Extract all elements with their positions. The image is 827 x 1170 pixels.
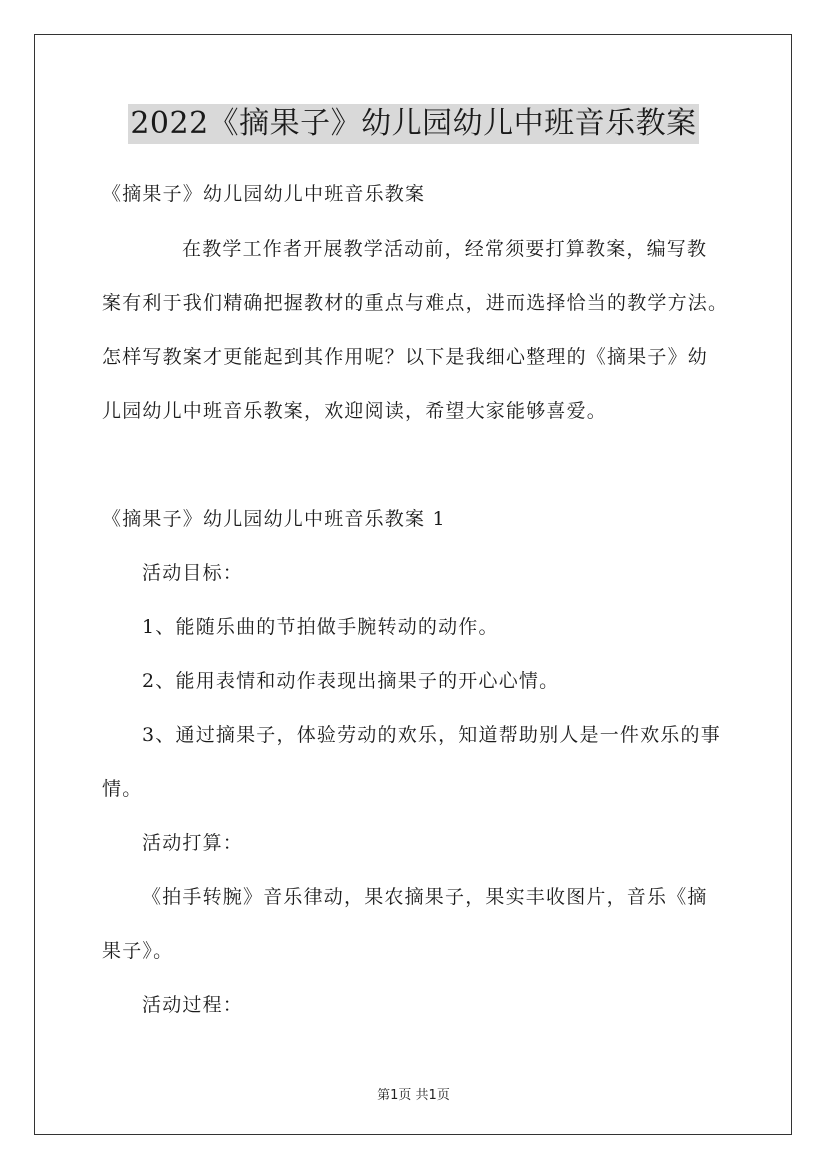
intro-line-3: 怎样写教案才更能起到其作用呢？以下是我细心整理的《摘果子》幼 [102,346,709,368]
prep-label: 活动打算： [142,832,244,854]
goal-item-3-line-2: 情。 [102,778,143,800]
page-number: 第1页 共1页 [377,1088,450,1103]
prep-line-2: 果子》。 [102,940,174,962]
goal-item-3-line-1: 3、通过摘果子，体验劳动的欢乐，知道帮助别人是一件欢乐的事 [142,724,721,746]
process-label: 活动过程： [142,994,244,1016]
goal-item-1: 1、能随乐曲的节拍做手腕转动的动作。 [142,616,499,638]
intro-line-1: 在教学工作者开展教学活动前，经常须要打算教案，编写教 [182,238,708,260]
goals-label: 活动目标： [142,562,244,584]
document-title-text: 2022《摘果子》幼儿园幼儿中班音乐教案 [128,104,698,144]
document-title [0,103,827,144]
goal-item-2: 2、能用表情和动作表现出摘果子的开心心情。 [142,670,560,692]
prep-line-1: 《拍手转腕》音乐律动，果农摘果子，果实丰收图片，音乐《摘 [142,886,708,908]
intro-line-4: 儿园幼儿中班音乐教案，欢迎阅读，希望大家能够喜爱。 [102,400,608,422]
section-heading: 《摘果子》幼儿园幼儿中班音乐教案 1 [102,508,446,530]
intro-line-2: 案有利于我们精确把握教材的重点与难点，进而选择恰当的教学方法。 [102,292,729,314]
subtitle: 《摘果子》幼儿园幼儿中班音乐教案 [102,183,426,205]
